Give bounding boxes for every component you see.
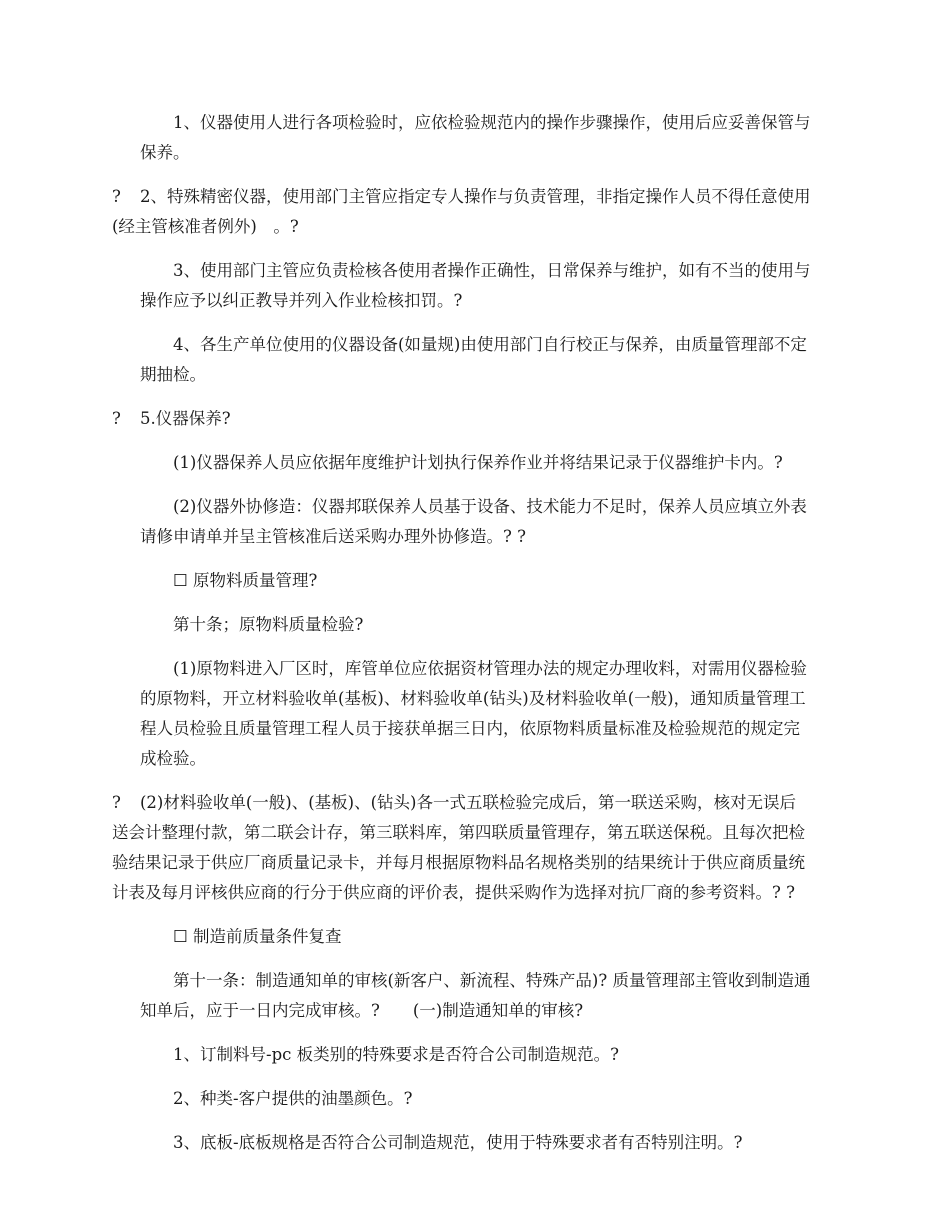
paragraph-16: 3、底板-底板规格是否符合公司制造规范，使用于特殊要求者有否特别注明。? bbox=[173, 1133, 743, 1152]
paragraph-11-text: (2)材料验收单(一般)、(基板)、(钻头)各一式五联检验完成后，第一联送采购，核对无误后送会计整理付款，第二联会计存，第三联料库，第四联质量管理存，第五联送保税。且每次把检验结果记录于供应厂商质量记录卡，并每月根据原物料品名规格类别的结果统计于供应商质量统计表及每月评核供应商的行分于供应商的评价表，提供采购作为选择对抗厂商的参考资料。? ? bbox=[112, 793, 805, 902]
unknown-char-mark: ? bbox=[112, 793, 121, 812]
paragraph-14: 1、订制料号-pc 板类别的特殊要求是否符合公司制造规范。? bbox=[173, 1045, 619, 1064]
paragraph-4: 4、各生产单位使用的仪器设备(如量规)由使用部门自行校正与保养，由质量管理部不定期抽检。 bbox=[140, 335, 807, 384]
paragraph-2 bbox=[112, 182, 812, 242]
paragraph-6: (1)仪器保养人员应依据年度维护计划执行保养作业并将结果记录于仪器维护卡内。? bbox=[173, 453, 783, 472]
paragraph-5-text: 5.仪器保养? bbox=[140, 409, 231, 428]
unknown-char-mark: ? bbox=[112, 409, 121, 428]
paragraph-15: 2、种类-客户提供的油墨颜色。? bbox=[173, 1089, 413, 1108]
paragraph-5 bbox=[112, 404, 812, 434]
section-heading-pre-manufacturing: ☐ 制造前质量条件复查 bbox=[173, 927, 342, 946]
paragraph-11 bbox=[112, 788, 812, 908]
paragraph-1: 1、仪器使用人进行各项检验时，应依检验规范内的操作步骤操作，使用后应妥善保管与保养。 bbox=[140, 113, 811, 162]
section-heading-raw-material: ☐ 原物料质量管理? bbox=[173, 571, 318, 590]
article-11: 第十一条：制造通知单的审核(新客户、新流程、特殊产品)? 质量管理部主管收到制造通知单后，应于一日内完成审核。? (一)制造通知单的审核? bbox=[140, 971, 811, 1020]
document-body bbox=[112, 108, 812, 1172]
paragraph-7: (2)仪器外协修造：仪器邦联保养人员基于设备、技术能力不足时，保养人员应填立外表请修申请单并呈主管核准后送采购办理外协修造。? ? bbox=[140, 497, 807, 546]
paragraph-2-text: 2、特殊精密仪器，使用部门主管应指定专人操作与负责管理，非指定操作人员不得任意使用(经主管核准者例外) 。? bbox=[112, 187, 811, 236]
paragraph-10: (1)原物料进入厂区时，库管单位应依据资材管理办法的规定办理收料，对需用仪器检验的原物料，开立材料验收单(基板)、材料验收单(钻头)及材料验收单(一般)，通知质量管理工程人员检验且质量管理工程人员于接获单据三日内，依原物料质量标准及检验规范的规定完成检验。 bbox=[140, 659, 807, 768]
article-10-heading: 第十条；原物料质量检验? bbox=[173, 615, 364, 634]
paragraph-3: 3、使用部门主管应负责检核各使用者操作正确性，日常保养与维护，如有不当的使用与操作应予以纠正教导并列入作业检核扣罚。? bbox=[140, 261, 811, 310]
unknown-char-mark: ? bbox=[112, 187, 121, 206]
